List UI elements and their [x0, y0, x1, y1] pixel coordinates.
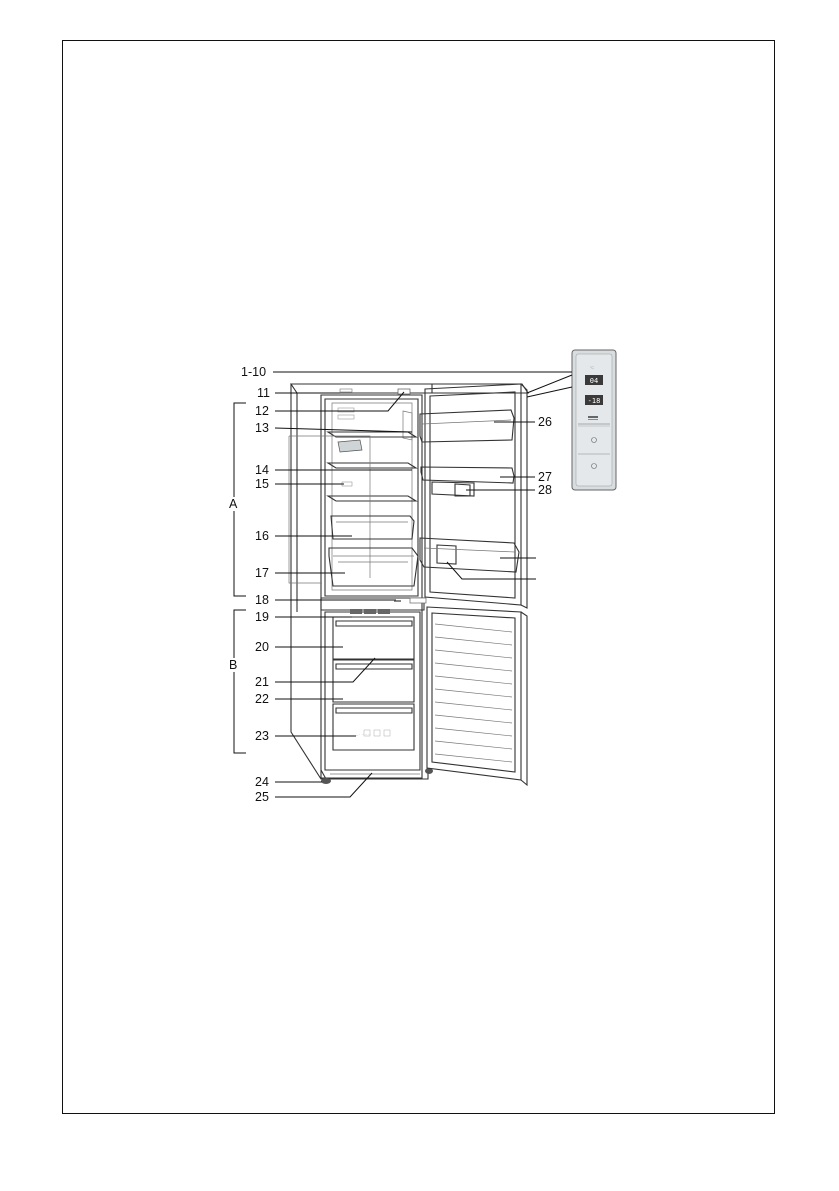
- freezer-vent: [350, 609, 390, 614]
- callout-15: 15: [255, 477, 269, 491]
- zone-brackets: [228, 403, 246, 753]
- zone-label-b: B: [229, 658, 238, 672]
- callout-1-10: 1-10: [241, 365, 267, 379]
- callout-12: 12: [255, 404, 269, 418]
- svg-text:°C: °C: [590, 366, 594, 370]
- fridge-door: [425, 384, 527, 608]
- callout-16: 16: [255, 529, 269, 543]
- control-panel: [572, 350, 616, 490]
- fridge-temp-value: 04: [589, 377, 599, 385]
- freezer-door: [427, 607, 527, 785]
- fridge-cabinet: [291, 384, 528, 779]
- callout-11: 11: [257, 386, 270, 400]
- callout-20: 20: [255, 640, 269, 654]
- vegetable-container-17: [329, 548, 418, 586]
- callout-labels: [229, 365, 552, 804]
- fridge-shelves: [328, 432, 416, 501]
- callout-23: 23: [255, 729, 269, 743]
- interior-light: [398, 389, 410, 394]
- callout-13: 13: [255, 421, 269, 435]
- freezer-temp-value: -18: [587, 397, 601, 405]
- egg-tray-28: [432, 482, 474, 496]
- callout-26: 26: [538, 415, 552, 429]
- callout-17: 17: [255, 566, 269, 580]
- zone-label-a: A: [229, 497, 238, 511]
- callout-14: 14: [255, 463, 269, 477]
- freezer-drawers: [333, 617, 414, 750]
- callout-18: 18: [255, 593, 269, 607]
- door-shelf-26: [420, 410, 514, 442]
- callout-27: 27: [538, 470, 552, 484]
- door-shelf-27: [421, 467, 514, 483]
- callout-28: 28: [538, 483, 552, 497]
- callout-22: 22: [255, 692, 269, 706]
- callout-19: 19: [255, 610, 269, 624]
- callout-21: 21: [255, 675, 269, 689]
- callout-24: 24: [255, 775, 269, 789]
- callout-25: 25: [255, 790, 269, 804]
- bottle-shelf: [420, 538, 519, 572]
- svg-text:-- · ·· ·· ··: -- · ·· ·· ··: [356, 733, 371, 737]
